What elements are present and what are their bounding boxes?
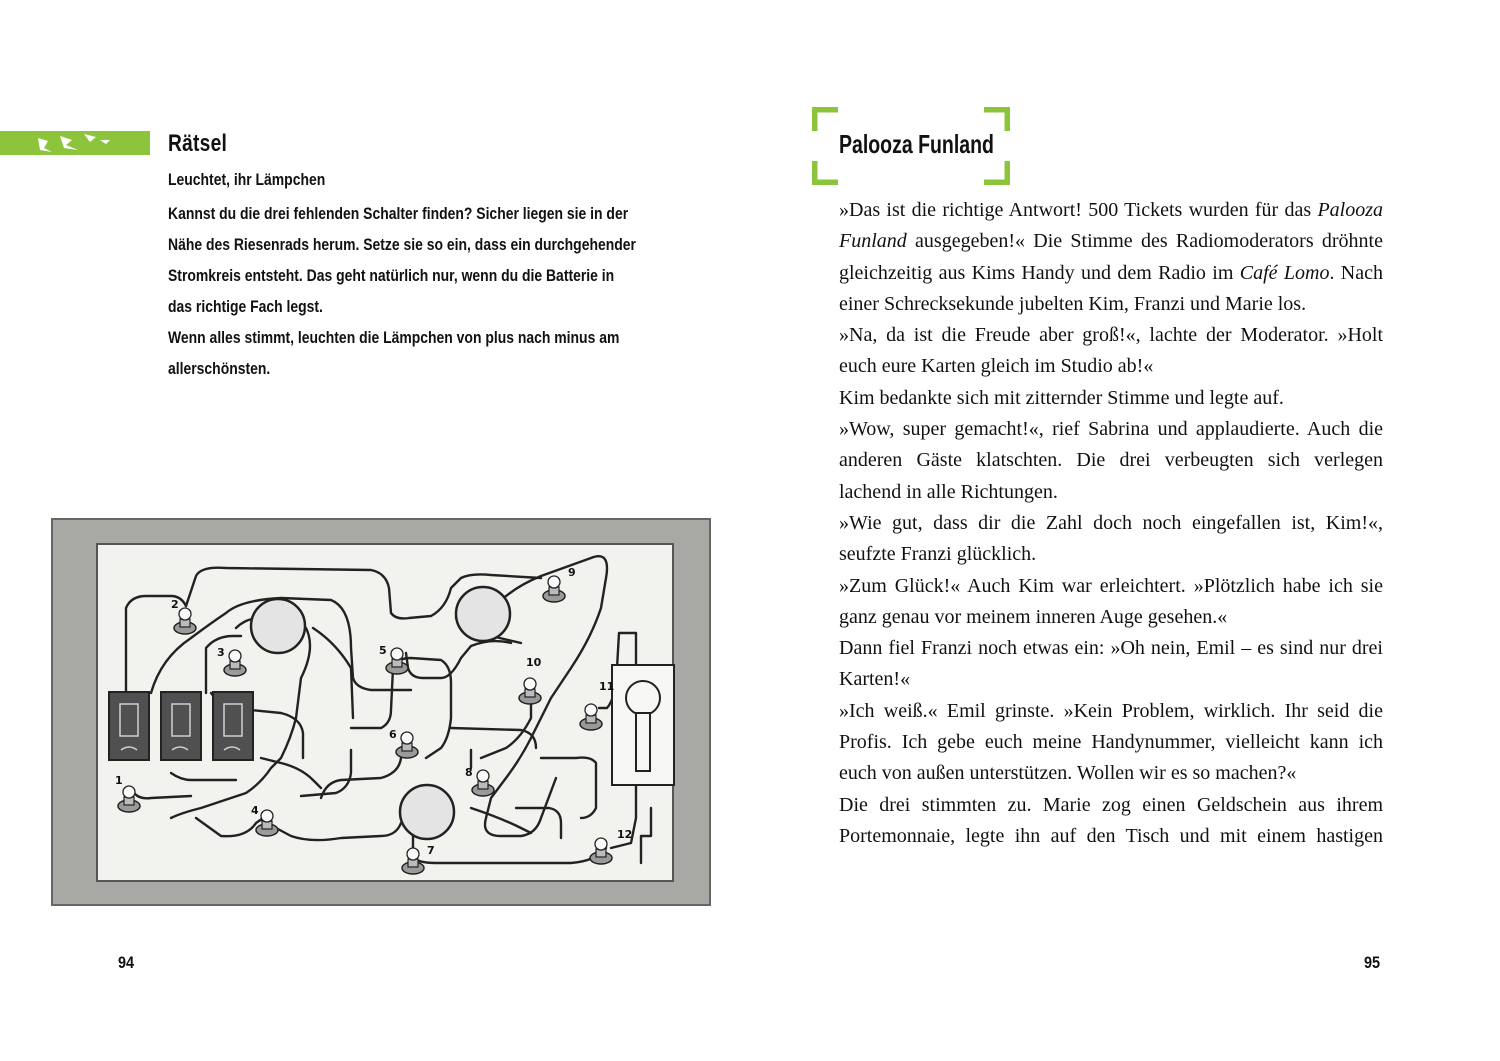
text-paragraph: Die drei stimmten zu. Marie zog einen Geldschein aus ihrem Portemonnaie, legte ihn auf den Tisch und mit einem hastigen [839, 793, 1383, 847]
puzzle-instructions [168, 198, 640, 384]
text-paragraph: »Wow, super gemacht!«, rief Sabrina und applaudierte. Auch die anderen Gäste klatschten. Die drei verbeugten sich verlegen lachend in alle Richtungen. [839, 418, 1383, 503]
text-run: . Nach einer Schrecksekunde jubelten Kim, Franzi und Marie los. [839, 261, 1384, 315]
puzzle-heading: Rätsel [168, 130, 228, 157]
lamp-label: 12 [617, 828, 633, 841]
text-paragraph: Dann fiel Franzi noch etwas ein: »Oh nein, Emil – es sind nur drei Karten!« [839, 637, 1383, 691]
text-paragraph: »Zum Glück!« Auch Kim war erleichtert. »Plötzlich habe ich sie ganz genau vor meinem inneren Auge gesehen.« [839, 574, 1383, 628]
lamp-label: 4 [251, 804, 259, 817]
lamp-label: 3 [217, 646, 225, 659]
battery-compartments [109, 692, 253, 760]
battery-slot-1[interactable] [109, 692, 149, 760]
ferris-wheel-fuse [612, 665, 674, 785]
italic-text: Palooza Funland [839, 199, 1383, 253]
text-paragraph: Kim bedankte sich mit zitternder Stimme und legte auf. [839, 386, 1284, 409]
page-number-right: 95 [1364, 953, 1381, 972]
switch-slot-2[interactable] [456, 587, 510, 641]
italic-text: Café Lomo [1239, 261, 1330, 284]
switch-slot-1[interactable] [251, 599, 305, 653]
instruction-paragraph: Kannst du die drei fehlenden Schalter finden? Sicher liegen sie in der Nähe des Riesenrads herum. Setze sie so ein, dass ein durchgehender Stromkreis entsteht. Das geht natürlich nur, wenn du die Batterie in das richtige Fach legst. [168, 204, 636, 316]
lamp-label: 7 [427, 844, 435, 857]
instruction-paragraph: Wenn alles stimmt, leuchten die Lämpchen von plus nach minus am allerschönsten. [168, 328, 620, 378]
text-paragraph [839, 195, 1383, 320]
battery-slot-2[interactable] [161, 692, 201, 760]
text-paragraph: »Ich weiß.« Emil grinste. »Kein Problem, wirklich. Ihr seid die Profis. Ich gebe euch meine Handynummer, vielleicht kann ich euch von außen unterstützen. Wollen wir es so machen?« [839, 699, 1383, 785]
lamp-label: 11 [599, 680, 615, 693]
lamp-label: 10 [526, 656, 542, 669]
lamp-label: 8 [465, 766, 473, 779]
text-paragraph: »Wie gut, dass dir die Zahl doch noch eingefallen ist, Kim!«, seufzte Franzi glücklich. [839, 511, 1383, 566]
puzzle-subheading: Leuchtet, ihr Lämpchen [168, 170, 326, 189]
chapter-text [839, 195, 1383, 852]
green-accent-bar [0, 128, 150, 158]
lamp-label: 2 [171, 598, 179, 611]
text-run: »Das ist die richtige Antwort! 500 Tickets wurden für das [839, 199, 1318, 221]
switch-slot-3[interactable] [400, 785, 454, 839]
text-paragraph: »Na, da ist die Freude aber groß!«, lachte der Moderator. »Holt euch eure Karten gleich im Studio ab!« [839, 324, 1383, 378]
lamp-label: 6 [389, 728, 397, 741]
circuit-puzzle-illustration[interactable] [51, 518, 711, 906]
lamp-label: 9 [568, 566, 576, 579]
lamp-label: 1 [115, 774, 123, 787]
chapter-heading: Palooza Funland [839, 129, 994, 159]
battery-slot-3[interactable] [213, 692, 253, 760]
lamp-label: 5 [379, 644, 387, 657]
text-run: ausgegeben!« Die Stimme des Radiomoderators dröhnte gleichzeitig aus Kims Handy und dem Radio im [839, 230, 1383, 284]
page-number-left: 94 [118, 953, 135, 972]
